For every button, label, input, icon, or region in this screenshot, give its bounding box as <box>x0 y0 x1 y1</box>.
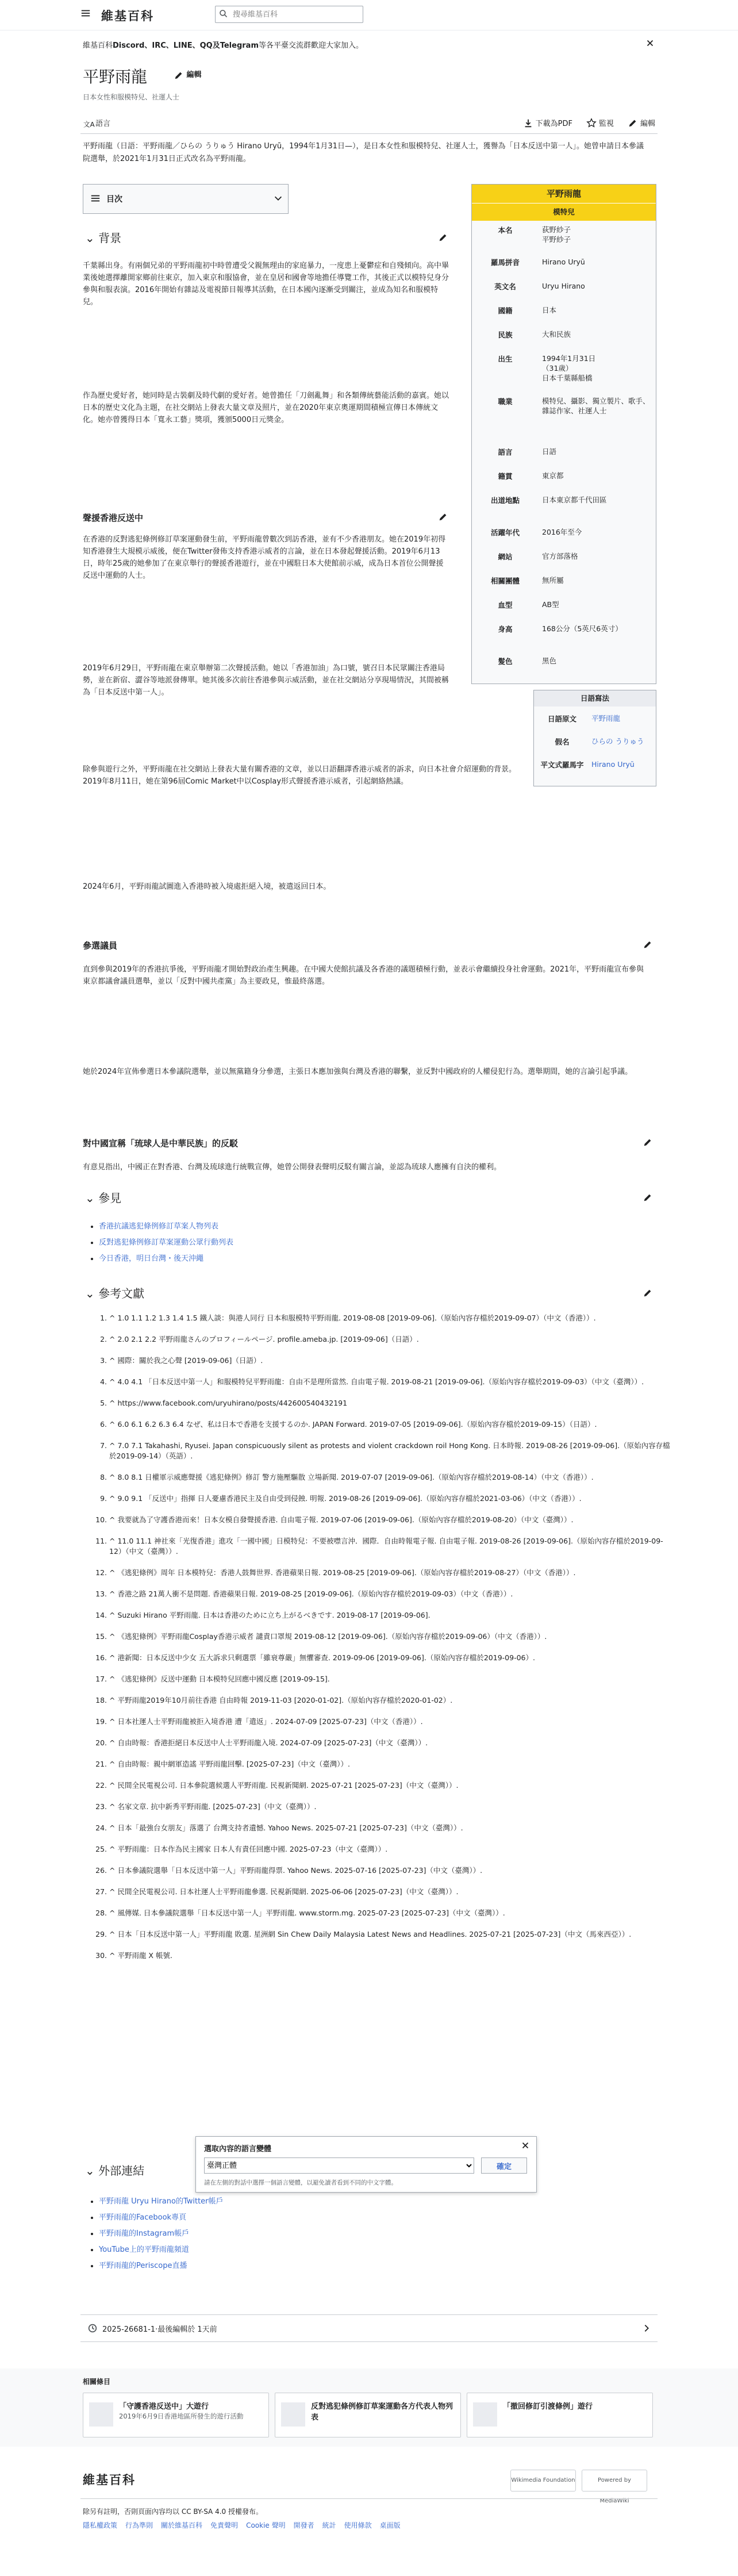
infobox-value: 2016年至今 <box>542 528 582 536</box>
table-of-contents[interactable] <box>83 184 289 214</box>
section-heading-see-also[interactable]: ⌄ 參見 <box>85 1191 122 1205</box>
japanese-name-box <box>533 690 656 786</box>
footer-link[interactable]: 開發者 <box>293 2521 314 2529</box>
watch-button[interactable]: 監視 <box>586 117 614 128</box>
infobox-key: 民族 <box>498 331 513 339</box>
variant-select[interactable] <box>204 2157 474 2174</box>
reference-item: 28. ^ 風傳媒. 日本參議院選舉「日本反送中第一人」平野雨龍. www.storm.mg. 2025-07-23 [2025-07-23]（中文（臺灣））. <box>109 1908 672 1918</box>
reaction-heading: 對中國宣稱「琉球人是中華民族」的反駁 <box>83 1138 239 1149</box>
chevron-down-icon[interactable]: ⌄ <box>85 231 95 245</box>
related-articles <box>0 2368 738 2447</box>
infobox-value: 大和民族 <box>542 330 571 339</box>
infobox-key: 職業 <box>498 397 513 406</box>
namebox-key: 日語原文 <box>547 715 576 723</box>
infobox-title: 平野雨龍 <box>472 185 656 203</box>
reference-item: 6. ^ 6.0 6.1 6.2 6.3 6.4 なぜ、私は日本で香港を支援するのか. JAPAN Forward. 2019-07-05 [2019-09-06].（原始內容存檔於2019-09-15）（日語）. <box>109 1419 672 1430</box>
chevron-down-icon[interactable]: ⌄ <box>85 1191 95 1205</box>
see-also-edit-icon[interactable] <box>643 1192 653 1203</box>
list-item[interactable]: • 平野雨龍的Instagram帳戶 <box>99 2226 444 2242</box>
confirm-button[interactable]: 確定 <box>481 2157 527 2174</box>
reference-item: 17. ^ 《逃犯條例》反送中運動 日本模特兒回應中國反應 [2019-09-15]. <box>109 1674 672 1684</box>
chevron-down-icon[interactable]: ⌄ <box>85 1287 95 1300</box>
footer-links <box>83 2520 401 2530</box>
reference-item: 21. ^ 自由時報：親中網軍造謠 平野雨龍回擊. [2025-07-23]（中文（臺灣））. <box>109 1759 672 1769</box>
namebox-title: 日語寫法 <box>534 690 656 707</box>
page-subtitle: 日本女性和服模特兒、社運人士 <box>83 93 180 101</box>
reference-item: 14. ^ Suzuki Hirano 平野雨龍. 日本は香港のために立ち上がるべきです. 2019-08-17 [2019-09-06]. <box>109 1610 672 1621</box>
infobox-value: 168公分（5英尺6英寸） <box>542 624 622 633</box>
section-heading-references[interactable]: ⌄ 參考文獻 <box>85 1287 145 1300</box>
politics-paragraph-1: 直到參與2019年的香港抗爭後，平野雨龍才開始對政治產生興趣。在中國大使館抗議及各香港的議題積極行動，並表示會繼續投身社會運動。2021年，平野雨龍宣布參與東京都議會議員選舉，並以「反對中國共產黨」為主要政見，惟最終落選。 <box>83 965 644 986</box>
infobox-key: 語言 <box>498 448 513 456</box>
thumbnail <box>473 2402 497 2427</box>
infobox-key: 英文名 <box>494 282 516 291</box>
language-button[interactable]: 文A 語言 <box>83 120 111 128</box>
infobox-subtitle: 模特兒 <box>472 203 656 221</box>
pencil-icon <box>174 70 184 80</box>
section-heading-external-links[interactable]: ⌄ 外部連結 <box>85 2164 145 2178</box>
reference-item: 30. ^ 平野雨龍 X 帳號. <box>109 1951 672 1961</box>
namebox-key: 假名 <box>555 738 570 746</box>
close-icon[interactable] <box>645 38 655 48</box>
mediawiki-badge[interactable]: Powered by MediaWiki <box>582 2470 647 2491</box>
infobox-key: 出生 <box>498 355 513 363</box>
reference-item: 8. ^ 8.0 8.1 日權軍示威應聲援《逃犯條例》修訂 警方施壓驅散 立場新聞. 2019-07-07 [2019-09-06].（原始內容存檔於2019-08-14）（中文（香港））. <box>109 1472 672 1483</box>
infobox-value: Uryu Hirano <box>542 282 585 290</box>
namebox-key: 平文式羅馬字 <box>540 761 584 769</box>
infobox-value: 黑色 <box>542 657 557 665</box>
infobox-value: 荻野紗子 平野紗子 <box>542 225 571 244</box>
list-icon <box>90 193 101 204</box>
list-item[interactable]: • 平野雨龍的Facebook專頁 <box>99 2210 444 2226</box>
politics-edit-icon[interactable] <box>643 939 653 950</box>
language-variant-dialog <box>195 2136 537 2193</box>
infobox-key: 身高 <box>498 625 513 634</box>
section-edit-icon[interactable] <box>438 232 448 243</box>
politics-paragraph-2: 她於2024年宣佈參選日本參議院選舉，並以無黨籍身分參選，主張日本應加強與台灣及香港的聯繫，並反對中國政府的人權侵犯行為。選舉期間，她的言論引起爭議。 <box>83 1068 633 1076</box>
list-item[interactable]: • 今日香港，明日台灣・後天沖繩 <box>99 1251 444 1267</box>
subsection-edit-icon[interactable] <box>438 512 448 522</box>
site-logo[interactable]: 維基百科 <box>101 9 154 23</box>
reference-item: 16. ^ 港新聞：日本反送中少女 五大訴求只剩選票「雖衰尊嚴」無懼審查. 2019-09-06 [2019-09-06].（原始內容存檔於2019-09-06）. <box>109 1653 672 1663</box>
namebox-value[interactable]: ひらの うりゅう <box>591 737 644 746</box>
subsection-heading: 聲援香港反送中 <box>83 513 144 523</box>
last-edited-text: 2025-26681-1·最後編輯於 1天前 <box>102 2325 217 2334</box>
reference-item: 4. ^ 4.0 4.1 「日本反送中第一人」和服模特兒平野雨龍：自由不是理所當然. 自由電子報. 2019-08-21 [2019-09-06].（原始內容存檔於2019-09-03）（中文（臺灣））. <box>109 1377 672 1387</box>
lead-paragraph: 平野雨龍（日語：平野雨龍／ひらの うりゅう Hirano Uryū，1994年1月31日—），是日本女性和服模特兒、社運人士，獲譽為「日本反送中第一人」。她曾申請日本參議院選舉，於2021年1月31日正式改名為平野雨龍。 <box>83 142 644 163</box>
footer-link[interactable]: 使用條款 <box>344 2521 372 2529</box>
wikimedia-badge[interactable]: Wikimedia Foundation <box>510 2470 576 2491</box>
background-paragraph-1: 千葉縣出身。有兩個兄弟的平野雨龍初中時曾遭受父親無理由的家庭暴力，一度患上憂鬱症和自殘傾向。高中畢業後她選擇離開家鄉前往東京，加入東京和服協會，並在皇居和國會等地擔任導覽工作，其後正式以模特兒身分參與和服表演。2016年開始有雜誌及電視節目報導其活動，在日本國內逐漸受到關注，並成為知名和服模特兒。 <box>83 262 449 306</box>
toc-label: 目次 <box>106 195 122 204</box>
hamburger-menu-icon[interactable] <box>80 8 91 18</box>
external-links-list <box>86 2194 444 2274</box>
reaction-paragraph: 有意見指出，中國正在對香港、台灣及琉球進行統戰宣傳，她曾公開發表聲明反駁有關言論，並認為琉球人應擁有自決的權利。 <box>83 1163 502 1172</box>
search-box[interactable] <box>215 6 363 23</box>
reference-item: 10. ^ 我要就為了守護香港而來！日本女模自發聲援香港. 自由電子報. 2019-07-06 [2019-09-06].（原始內容存檔於2019-08-20）（中文（臺灣））. <box>109 1515 672 1525</box>
language-icon <box>83 119 93 129</box>
channels-text: Discord、IRC、LINE、QQ及Telegram <box>113 41 259 50</box>
dialog-title: 選取內容的語言變體 <box>204 2145 272 2153</box>
page-footer <box>0 2447 738 2576</box>
infobox-value: 模特兒、攝影、獨立製片、歌手、雜誌作家、社運人士 <box>542 397 650 415</box>
reference-item: 9. ^ 9.0 9.1 「反送中」指揮 日人憂慮香港民主及自由受到侵蝕. 明報. 2019-08-26 [2019-09-06].（原始內容存檔於2021-03-06）（中文（香港））. <box>109 1494 672 1504</box>
infobox-key: 網站 <box>498 552 513 561</box>
list-item[interactable]: • 平野雨龍 Uryu Hirano的Twitter帳戶 <box>99 2194 444 2210</box>
infobox-value: Hirano Uryū <box>542 258 585 266</box>
footer-link[interactable]: 關於維基百科 <box>161 2521 203 2529</box>
reference-item: 5. ^ https://www.facebook.com/uryuhirano/posts/442600540432191 <box>109 1398 672 1408</box>
infobox-value: 1994年1月31日 （31歲） 日本千葉縣船橋 <box>542 354 596 382</box>
footer-link[interactable]: Cookie 聲明 <box>246 2521 286 2529</box>
background-paragraph-5: 除參與遊行之外，平野雨龍在社交網站上發表大量有關香港的文章，並以日語翻譯香港示威者的訴求，向日本社會介紹運動的背景。2019年8月11日，她在第96屆Comic Market中以Cosplay形式聲援香港示威者，引起網絡熱議。 <box>83 765 517 786</box>
namebox-value[interactable]: Hirano Uryū <box>591 760 635 769</box>
site-notice-text: 維基百科Discord、IRC、LINE、QQ及Telegram等各平臺交流群歡迎大家加入。 <box>83 41 364 50</box>
reference-item: 3. ^ 國際：關於我之心聲 [2019-09-06]（日語）. <box>109 1356 672 1366</box>
reference-item: 1. ^ 1.0 1.1 1.2 1.3 1.4 1.5 鐵人談：與港人同行 日本和服模特平野雨龍. 2019-08-08 [2019-09-06].（原始內容存檔於2019-09-07）（中文（香港））. <box>109 1313 672 1323</box>
article-icon <box>281 2402 305 2427</box>
site-notice <box>80 34 658 55</box>
footer-link[interactable]: 桌面版 <box>379 2521 401 2529</box>
last-edited-bar[interactable] <box>80 2314 658 2342</box>
footer-link[interactable]: 行為準則 <box>125 2521 153 2529</box>
history-icon <box>87 2323 98 2333</box>
namebox-value[interactable]: 平野雨龍 <box>591 714 621 723</box>
related-card[interactable]: 「撤回修訂引渡條例」遊行 <box>467 2393 653 2437</box>
infobox-key: 活躍年代 <box>490 528 520 537</box>
related-card[interactable]: 反對逃犯條例修訂草案運動各方代表人物列表 <box>275 2393 461 2437</box>
thumbnail <box>89 2402 113 2427</box>
list-item[interactable]: • 香港抗議逃犯條例修訂草案人物列表 <box>99 1219 444 1235</box>
reference-item: 19. ^ 日本社運人士平野雨龍被拒入境香港 遭「遣返」. 2024-07-09 [2025-07-23]（中文（香港））. <box>109 1717 672 1727</box>
download-pdf-button[interactable]: 下載為PDF <box>523 117 572 128</box>
infobox-value: 日本 <box>542 306 557 314</box>
reference-item: 11. ^ 11.0 11.1 神社來「光復香港」進攻「一國中國」日模特兒：不要被噤言沖．國際．自由時報電子報. 自由電子報. 2019-08-26 [2019-09-06].（原始內容存檔於2019-09-12）（中文（臺灣））. <box>109 1536 672 1557</box>
reference-item: 2. ^ 2.0 2.1 2.2 平野雨龍さんのプロフィールページ. profile.ameba.jp. [2019-09-06]（日語）. <box>109 1334 672 1345</box>
download-icon <box>523 118 533 128</box>
reference-item: 29. ^ 日本「日本反送中第一人」平野雨龍 敗選. 星洲網 Sin Chew Daily Malaysia Latest News and Headlines. 2025-07-21 [2025-07-23]（中文（馬來西亞））. <box>109 1929 672 1940</box>
reference-item: 7. ^ 7.0 7.1 Takahashi, Ryusei. Japan conspicuously silent as protests and violent crackdown roil Hong Kong. 日本時報. 2019-08-26 [2019-09-06].（原始內容存檔於2019-09-14）（英語）. <box>109 1441 672 1461</box>
background-paragraph-2: 作為歷史愛好者，她同時是古裝劇及時代劇的愛好者。她曾擔任「刀劍亂舞」和各類傳統藝能活動的嘉賓。她以日本的歷史文化為主題，在社交網站上發表大量文章及照片，並在2020年東京奧運期間積極宣傳日本傳統文化。她亦曾獲得日本「寬永工藝」獎項，獲頒5000日元獎金。 <box>83 391 449 424</box>
star-icon <box>586 118 597 128</box>
infobox-key: 血型 <box>498 601 513 609</box>
footer-logo: 維基百科 <box>83 2473 136 2487</box>
background-paragraph-6: 2024年6月，平野雨龍試圖進入香港時被入境處拒絕入境，被遣返回日本。 <box>83 882 331 891</box>
list-item[interactable]: • YouTube上的平野雨龍頻道 <box>99 2242 444 2258</box>
infobox-value: AB型 <box>542 600 559 609</box>
page-title: 平野雨龍 <box>83 67 148 86</box>
infobox <box>471 184 656 684</box>
infobox-key: 羅馬拼音 <box>490 258 520 267</box>
dialog-hint: 請在左側的對話中選擇一個語言變體，以避免讀者看到不同的中文字體。 <box>204 2179 397 2186</box>
infobox-key: 籍貫 <box>498 472 513 481</box>
edit-button[interactable]: 編輯 <box>628 117 655 128</box>
infobox-value: 日本東京都千代田區 <box>542 496 607 504</box>
reference-item: 15. ^ 《逃犯條例》平野雨龍Cosplay香港示威者 譴責口罩規 2019-08-12 [2019-09-06].（原始內容存檔於2019-09-06）（中文（香港））. <box>109 1631 672 1642</box>
reference-item: 25. ^ 平野雨龍：日本作為民主國家 日本人有責任回應中國. 2025-07-23（中文（臺灣））. <box>109 1844 672 1855</box>
page-toolbar <box>80 113 658 134</box>
chevron-right-icon <box>641 2323 652 2333</box>
reference-item: 13. ^ 香港之路 21萬人衝不是問題. 香港蘋果日報. 2019-08-25 [2019-09-06].（原始內容存檔於2019-09-03）（中文（香港））. <box>109 1589 672 1599</box>
reference-item: 18. ^ 平野雨龍2019年10月前往香港 自由時報 2019-11-03 [2020-01-02].（原始內容存檔於2020-01-02）. <box>109 1695 672 1706</box>
footer-link[interactable]: 統計 <box>322 2521 336 2529</box>
reference-item: 12. ^ 《逃犯條例》周年 日本模特兒：香港人鼓舞世界. 香港蘋果日報. 2019-08-25 [2019-09-06].（原始內容存檔於2019-08-27）（中文（香港））. <box>109 1568 672 1578</box>
infobox-value: 無所屬 <box>542 576 564 585</box>
reaction-edit-icon[interactable] <box>643 1137 653 1147</box>
chevron-down-icon[interactable]: ⌄ <box>85 2164 95 2178</box>
infobox-key: 本名 <box>498 226 513 235</box>
reference-item: 23. ^ 名家文章. 抗中新秀平野雨龍. [2025-07-23]（中文（臺灣））. <box>109 1802 672 1812</box>
infobox-value: 日語 <box>542 447 557 456</box>
infobox-key: 相關團體 <box>490 577 520 585</box>
politics-heading: 參選議員 <box>83 940 118 951</box>
footer-link[interactable]: 隱私權政策 <box>83 2521 118 2529</box>
references-edit-icon[interactable] <box>643 1288 653 1298</box>
title-edit-button[interactable]: 編輯 <box>174 68 202 80</box>
site-header <box>0 0 738 30</box>
reference-item: 22. ^ 民間全民電視公司. 日本參院選候選人平野雨龍. 民視新聞網. 2025-07-21 [2025-07-23]（中文（臺灣））. <box>109 1780 672 1791</box>
footer-link[interactable]: 免責聲明 <box>210 2521 239 2529</box>
infobox-key: 出道地點 <box>490 496 520 505</box>
divider <box>80 2498 658 2499</box>
search-input[interactable] <box>232 9 360 20</box>
related-title: 相關條目 <box>83 2378 111 2386</box>
license-text: 除另有註明，否則頁面內容均以 CC BY-SA 4.0 授權發布。 <box>83 2508 263 2516</box>
close-icon[interactable] <box>520 2140 531 2151</box>
reference-item: 20. ^ 自由時報：香港拒絕日本反送中人士平野雨龍入境. 2024-07-09 [2025-07-23]（中文（臺灣））. <box>109 1738 672 1748</box>
list-item[interactable]: • 平野雨龍的Periscope直播 <box>99 2258 444 2274</box>
infobox-value: 東京都 <box>542 471 564 480</box>
background-paragraph-3: 在香港的反對逃犯條例修訂草案運動發生前，平野雨龍曾數次到訪香港，並有不少香港朋友。她在2019年初得知香港發生大規模示威後，便在Twitter發佈支持香港示威者的言論，並在日本發起聲援活動。2019年6月13日，時年25歲的她參加了在東京舉行的聲援香港遊行，並在中國駐日本大使館前示威，成為日本首位公開聲援反送中運動的人士。 <box>83 535 446 580</box>
title-row <box>80 64 658 91</box>
infobox-key: 國籍 <box>498 306 513 315</box>
reference-list <box>86 1313 672 1972</box>
reference-item: 24. ^ 日本「最強台女朋友」落選了 台灣支持者遺憾. Yahoo News. 2025-07-21 [2025-07-23]（中文（臺灣））. <box>109 1823 672 1833</box>
chevron-down-icon[interactable] <box>273 193 283 204</box>
related-card[interactable]: 「守護香港反送中」大遊行 2019年6月9日香港地區所發生的遊行活動 <box>83 2393 269 2437</box>
list-item[interactable]: • 反對逃犯條例修訂草案運動公眾行動列表 <box>99 1235 444 1251</box>
reference-item: 27. ^ 民間全民電視公司. 日本社運人士平野雨龍參選. 民視新聞網. 2025-06-06 [2025-07-23]（中文（臺灣））. <box>109 1887 672 1897</box>
svg-text:文A: 文A <box>83 120 95 128</box>
infobox-value: 官方部落格 <box>542 552 578 560</box>
section-heading-background[interactable]: ⌄ 背景 <box>85 231 122 245</box>
infobox-key: 髮色 <box>498 657 513 666</box>
background-paragraph-4: 2019年6月29日，平野雨龍在東京舉辦第二次聲援活動。她以「香港加油」為口號，號召日本民眾關注香港局勢，並在新宿、澀谷等地派發傳單。她其後多次前往香港參與示威活動，並在社交網站分享現場情況，其間被稱為「日本反送中第一人」。 <box>83 664 449 697</box>
see-also-list <box>86 1219 444 1267</box>
reference-item: 26. ^ 日本參議院選舉「日本反送中第一人」平野雨龍得票. Yahoo News. 2025-07-16 [2025-07-23]（中文（臺灣））. <box>109 1865 672 1876</box>
pencil-icon <box>628 118 638 128</box>
